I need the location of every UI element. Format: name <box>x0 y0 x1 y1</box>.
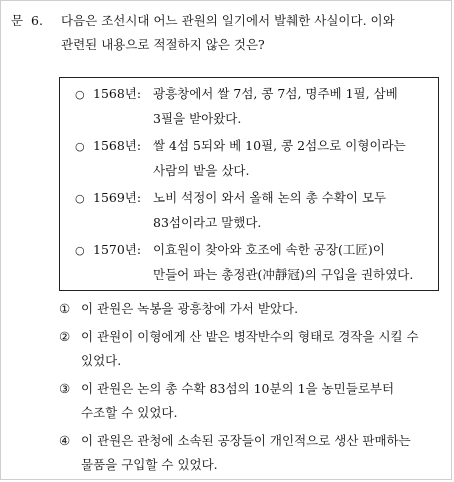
answer-option-4[interactable] <box>59 429 447 477</box>
option-number: ④ <box>59 433 71 448</box>
question-text-line-1: 다음은 조선시대 어느 관원의 일기에서 발췌한 사실이다. 이와 <box>61 13 395 28</box>
option-text: 이 관원은 녹봉을 광흥창에 가서 받았다. <box>81 301 299 316</box>
option-text: 이 관원은 논의 총 수확 83섬의 10분의 1을 농민들로부터 <box>81 381 395 396</box>
option-text-continued: 수조할 수 있었다. <box>81 405 178 420</box>
question-text-line-2: 관련된 내용으로 적절하지 않은 것은? <box>61 37 265 52</box>
answer-options <box>59 297 447 477</box>
option-text: 이 관원이 이형에게 산 밭은 병작반수의 형태로 경작을 시킬 수 <box>81 329 419 344</box>
entry-text-continued: 만들어 파는 총정관(冲靜冠)의 구입을 권하였다. <box>153 267 414 282</box>
entry-text: 광흥창에서 쌀 7섬, 콩 7섬, 명주베 1필, 삼베 <box>153 86 398 101</box>
option-text: 이 관원은 관청에 소속된 공장들이 개인적으로 생산 판매하는 <box>81 433 411 448</box>
option-text-continued: 물품을 구입할 수 있었다. <box>81 457 218 472</box>
bullet-circle-icon: ○ <box>75 88 85 101</box>
diary-excerpt-box <box>59 77 439 291</box>
entry-year: 1570년: <box>93 242 142 257</box>
option-text-continued: 있었다. <box>81 353 122 368</box>
entry-text: 노비 석정이 와서 올해 논의 총 수확이 모두 <box>153 190 387 205</box>
diary-entry <box>75 134 406 183</box>
bullet-circle-icon: ○ <box>75 140 85 153</box>
diary-entry <box>75 238 413 287</box>
entry-year: 1568년: <box>93 138 142 153</box>
bullet-circle-icon: ○ <box>75 192 85 205</box>
answer-option-2[interactable] <box>59 325 447 373</box>
option-number: ① <box>59 301 71 316</box>
question-stem <box>11 9 447 57</box>
answer-option-3[interactable] <box>59 377 447 425</box>
option-number: ③ <box>59 381 71 396</box>
entry-text: 쌀 4섬 5되와 베 10필, 콩 2섬으로 이형이라는 <box>153 138 406 153</box>
entry-text-continued: 83섬이라고 말했다. <box>153 215 262 230</box>
entry-year: 1569년: <box>93 190 142 205</box>
bullet-circle-icon: ○ <box>75 244 85 257</box>
question-number: 문 6. <box>11 13 43 28</box>
diary-entry <box>75 82 398 131</box>
entry-year: 1568년: <box>93 86 142 101</box>
answer-option-1[interactable] <box>59 297 447 321</box>
entry-text-continued: 3필을 받아왔다. <box>153 111 242 126</box>
diary-entry <box>75 186 386 235</box>
entry-text-continued: 사람의 밭을 샀다. <box>153 163 250 178</box>
entry-text: 이효원이 찾아와 호조에 속한 공장(工匠)이 <box>153 242 385 257</box>
option-number: ② <box>59 329 71 344</box>
